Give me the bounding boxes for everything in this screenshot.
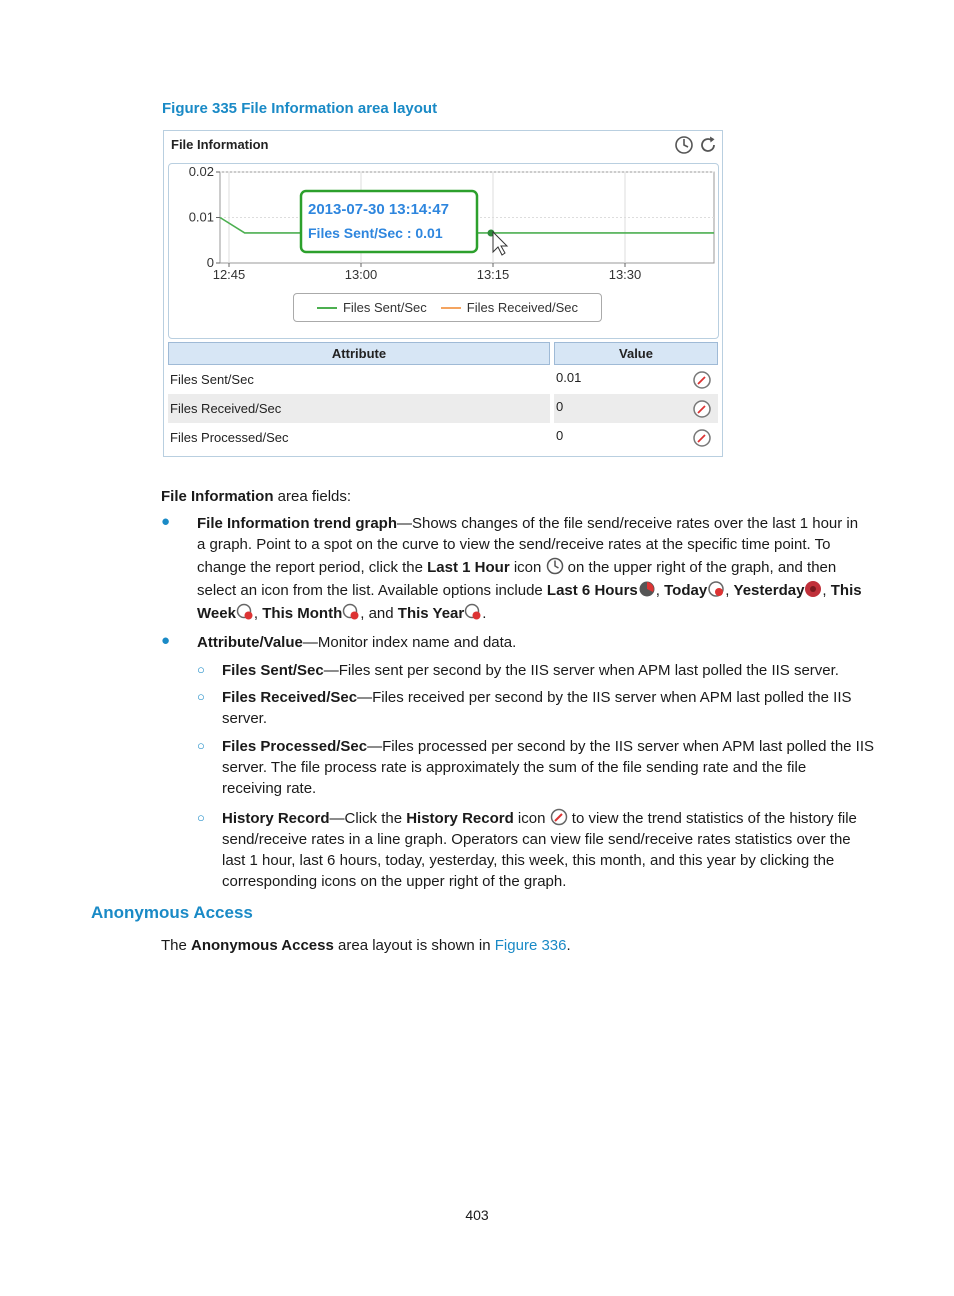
sep: . <box>482 605 487 622</box>
anon-a: The <box>161 937 192 954</box>
column-header-value[interactable]: Value <box>554 342 718 365</box>
trend-chart[interactable] <box>168 163 719 339</box>
last-6-hours-label: Last 6 Hours <box>546 582 638 599</box>
trend-graph-line3c: icon <box>509 559 546 576</box>
history-line1c: icon <box>513 810 550 827</box>
attribute-cell: Files Sent/Sec <box>170 372 254 387</box>
this-year-label: This Year <box>397 605 465 622</box>
value-cell: 0.01 <box>556 369 582 385</box>
table-row <box>168 365 718 394</box>
file-information-panel <box>163 130 723 457</box>
files-processed-line1: —Files processed per second by the IIS server when APM last polled the IIS <box>367 738 875 755</box>
history-line1d: to view the trend statistics of the history file <box>567 810 857 827</box>
chart-svg <box>169 164 718 292</box>
x-tick-label: 12:45 <box>212 267 246 282</box>
last-6-hours-icon <box>638 580 656 598</box>
refresh-icon[interactable] <box>698 135 718 155</box>
last-1-hour-label: Last 1 Hour <box>427 559 510 576</box>
sub-bullet: ○ <box>197 810 205 825</box>
x-tick-label: 13:00 <box>344 267 378 282</box>
history-record-icon <box>550 808 568 826</box>
legend-swatch-received <box>441 307 461 309</box>
trend-graph-line1: —Shows changes of the file send/receive rates over the last 1 hour in <box>397 515 859 532</box>
tooltip-value: Files Sent/Sec : 0.01 <box>308 225 443 241</box>
table-row <box>168 394 718 423</box>
trend-graph-line2: a graph. Point to a spot on the curve to view the send/receive rates at the specific time point. To <box>197 536 831 553</box>
bullet-trend-graph <box>197 513 867 624</box>
history-line2: send/receive rates in a line graph. Operators can view file send/receive rates statistics over the <box>222 831 851 848</box>
attribute-cell: Files Received/Sec <box>168 394 550 423</box>
history-record-title: History Record <box>222 810 330 827</box>
x-tick-label: 13:30 <box>608 267 642 282</box>
history-record-icon[interactable] <box>692 428 712 448</box>
this-week-icon <box>236 603 254 621</box>
attribute-value-title: Attribute/Value <box>197 634 303 651</box>
section-title-anonymous-access: Anonymous Access <box>91 903 253 922</box>
files-sent-desc: —Files sent per second by the IIS server when APM last polled the IIS server. <box>323 662 839 679</box>
history-record-label: History Record <box>406 810 514 827</box>
history-line1a: —Click the <box>329 810 407 827</box>
files-processed-line3: receiving rate. <box>222 780 317 797</box>
week-label: Week <box>197 605 236 622</box>
item-files-sent <box>222 660 839 681</box>
yesterday-label: Yesterday <box>733 582 805 599</box>
table-row <box>168 423 718 452</box>
sep: , <box>253 605 263 622</box>
files-received-line2: server. <box>222 710 268 727</box>
bullet-attribute-value <box>197 632 516 653</box>
chart-legend <box>293 293 602 322</box>
files-sent-title: Files Sent/Sec <box>222 662 324 679</box>
x-tick-label: 13:15 <box>476 267 510 282</box>
bullet-dot: ● <box>161 513 171 530</box>
files-processed-line2: server. The file process rate is approximately the sum of the file sending rate and the file <box>222 759 807 776</box>
files-received-line1: —Files received per second by the IIS server when APM last polled the IIS <box>357 689 852 706</box>
tooltip-time: 2013-07-30 13:14:47 <box>308 201 449 218</box>
sep: , <box>655 582 665 599</box>
sub-bullet: ○ <box>197 689 205 704</box>
last-1-hour-icon <box>546 557 564 575</box>
history-line3: last 1 hour, last 6 hours, today, yesterday, this week, this month, and this year by clicking the <box>222 852 835 869</box>
column-header-attribute[interactable]: Attribute <box>168 342 550 365</box>
y-tick-label: 0 <box>206 255 214 270</box>
sep: , <box>822 582 831 599</box>
sub-bullet: ○ <box>197 662 205 677</box>
history-record-icon[interactable] <box>692 399 712 419</box>
item-files-processed <box>222 736 874 799</box>
files-received-title: Files Received/Sec <box>222 689 358 706</box>
page-number: 403 <box>465 1207 489 1223</box>
y-tick-label: 0.01 <box>188 209 214 225</box>
attribute-table <box>168 342 718 452</box>
trend-graph-line3d: on the upper right of the graph, and then <box>563 559 837 576</box>
item-history-record <box>222 808 857 892</box>
legend-item-sent[interactable] <box>317 300 427 315</box>
this-year-icon <box>464 603 482 621</box>
clock-icon[interactable] <box>674 135 694 155</box>
yesterday-icon <box>804 580 822 598</box>
history-record-icon[interactable] <box>692 370 712 390</box>
sep: , <box>725 582 734 599</box>
trend-graph-line3a: change the report period, click the <box>197 559 428 576</box>
sep: , and <box>360 605 398 622</box>
figure-caption: Figure 335 File Information area layout <box>162 100 438 117</box>
intro-bold: File Information <box>161 488 274 505</box>
sub-bullet: ○ <box>197 738 205 753</box>
anon-d: . <box>566 937 571 954</box>
figure-336-link[interactable]: Figure 336 <box>494 937 567 954</box>
today-label: Today <box>664 582 708 599</box>
intro-rest: area fields: <box>273 488 352 505</box>
item-files-received <box>222 687 852 729</box>
this-month-label: This Month <box>262 605 343 622</box>
today-icon <box>707 580 725 598</box>
trend-graph-title: File Information trend graph <box>197 515 398 532</box>
trend-graph-line4a: select an icon from the list. Available options include <box>197 582 547 599</box>
bullet-dot: ● <box>161 632 171 649</box>
files-processed-title: Files Processed/Sec <box>222 738 368 755</box>
value-cell: 0 <box>556 398 564 414</box>
legend-label-sent: Files Sent/Sec <box>342 300 427 315</box>
legend-item-received[interactable] <box>441 300 578 315</box>
legend-label-received: Files Received/Sec <box>466 300 579 315</box>
intro-text <box>161 486 351 507</box>
value-cell: 0 <box>556 427 564 443</box>
attribute-cell: Files Processed/Sec <box>170 430 289 445</box>
legend-swatch-sent <box>317 307 337 309</box>
history-line4: corresponding icons on the upper right of the graph. <box>222 873 567 890</box>
panel-title: File Information <box>171 137 269 152</box>
anon-b: Anonymous Access <box>191 937 334 954</box>
this-label: This <box>830 582 862 599</box>
this-month-icon <box>342 603 360 621</box>
anonymous-access-text <box>161 935 571 956</box>
anon-c: area layout is shown in <box>333 937 495 954</box>
y-tick-label: 0.02 <box>188 164 214 179</box>
attribute-value-desc: —Monitor index name and data. <box>302 634 517 651</box>
